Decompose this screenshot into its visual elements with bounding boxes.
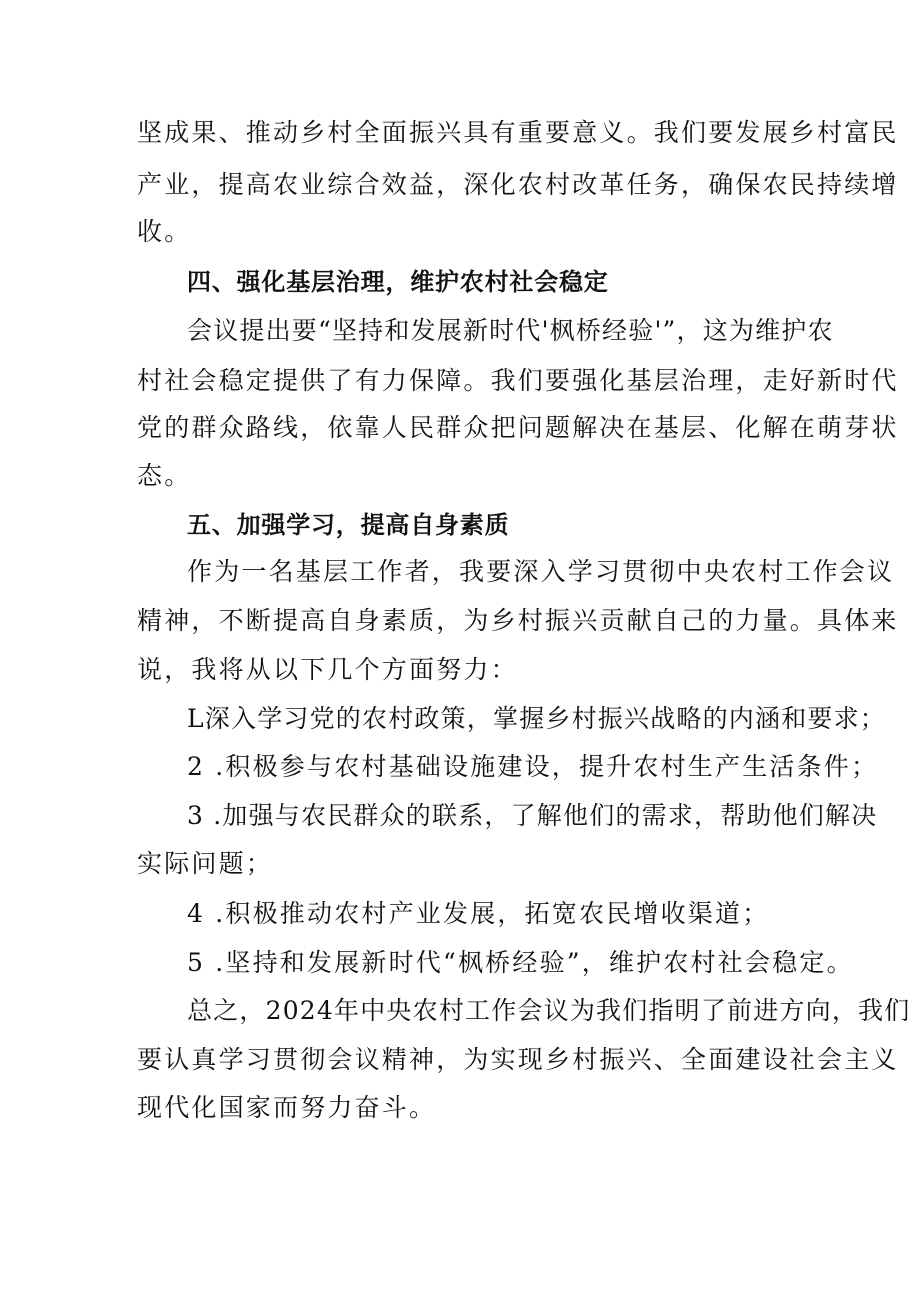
list-item-3-cont: 实际问题； <box>137 849 274 878</box>
list-item-4: 4 .积极推动农村产业发展，拓宽农民增收渠道； <box>187 899 770 928</box>
paragraph-line: 总之，2024年中央农村工作会议为我们指明了前进方向，我们 <box>187 996 911 1025</box>
list-item-1: L深入学习党的农村政策，掌握乡村振兴战略的内涵和要求； <box>187 704 887 733</box>
list-item-3: 3 .加强与农民群众的联系，了解他们的需求，帮助他们解决 <box>187 801 878 830</box>
paragraph-line: 收。 <box>137 217 192 246</box>
list-item-5: 5 .坚持和发展新时代“枫桥经验”，维护农村社会稳定。 <box>187 948 854 977</box>
paragraph-line: 产业，提高农业综合效益，深化农村改革任务，确保农民持续增 <box>137 170 899 199</box>
section-heading-4: 四、强化基层治理，维护农村社会稳定 <box>187 268 609 296</box>
paragraph-line: 说，我将从以下几个方面努力： <box>137 655 518 684</box>
list-item-2: 2 .积极参与农村基础设施建设，提升农村生产生活条件； <box>187 752 879 781</box>
section-heading-5: 五、加强学习，提高自身素质 <box>187 511 510 539</box>
paragraph-line: 精神，不断提高自身素质，为乡村振兴贡献自己的力量。具体来 <box>137 606 899 635</box>
paragraph-line: 现代化国家而努力奋斗。 <box>137 1093 437 1122</box>
paragraph-line: 作为一名基层工作者，我要深入学习贯彻中央农村工作会议 <box>187 557 895 586</box>
paragraph-line: 会议提出要“坚持和发展新时代'枫桥经验'”，这为维护农 <box>187 316 834 345</box>
paragraph-line: 态。 <box>137 461 192 490</box>
paragraph-line: 村社会稳定提供了有力保障。我们要强化基层治理，走好新时代 <box>137 366 899 395</box>
paragraph-line: 坚成果、推动乡村全面振兴具有重要意义。我们要发展乡村富民 <box>137 118 899 147</box>
paragraph-line: 党的群众路线，依靠人民群众把问题解决在基层、化解在萌芽状 <box>137 413 899 442</box>
paragraph-line: 要认真学习贯彻会议精神，为实现乡村振兴、全面建设社会主义 <box>137 1045 899 1074</box>
